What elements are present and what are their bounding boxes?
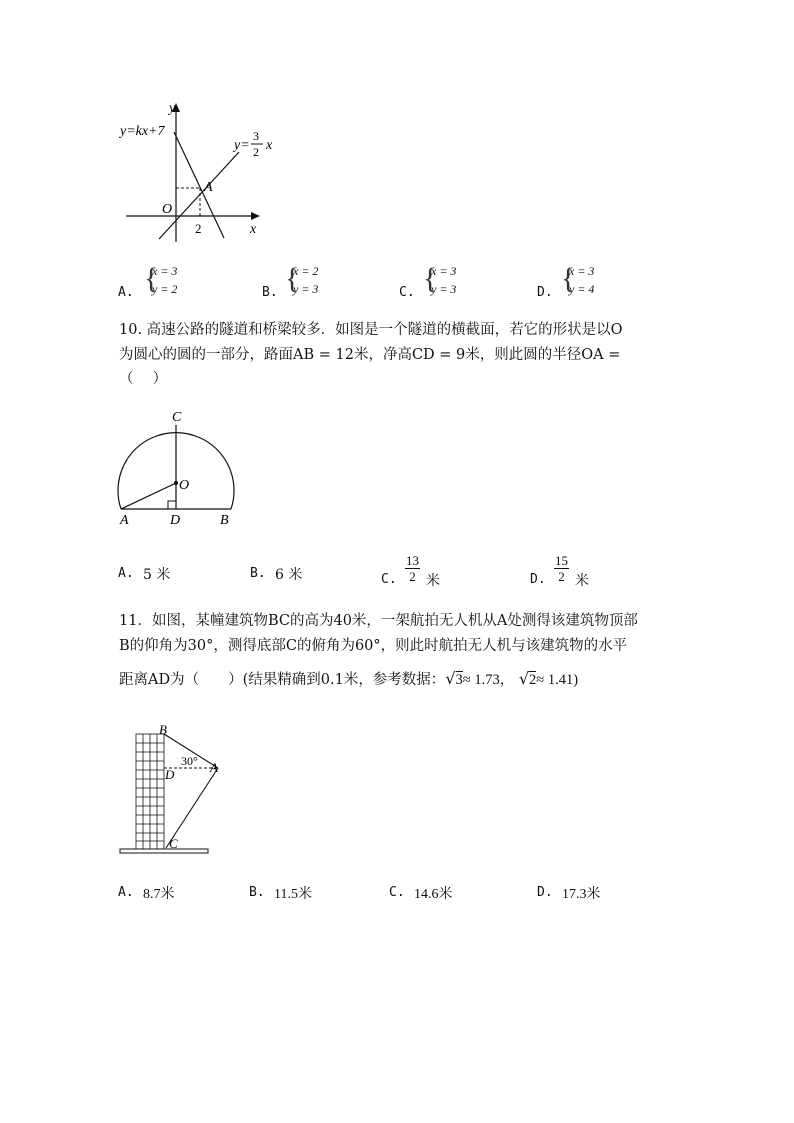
q10-option-d-num: 15 xyxy=(555,553,568,568)
center-dot xyxy=(174,481,178,485)
q9-option-c-letter: C. xyxy=(399,285,415,300)
q9-option-b-eq2: y = 3 xyxy=(293,282,319,296)
q10-tunnel-figure xyxy=(112,405,247,530)
q9-option-b-letter: B. xyxy=(262,285,278,300)
sqrt3-approx: ≈ 1.73， xyxy=(462,672,515,688)
q10-option-c-unit: 米 xyxy=(426,573,440,589)
q11-option-c-letter: C. xyxy=(389,885,405,900)
q10-option-a-value: 5 米 xyxy=(143,567,171,583)
q10-option-b-value: 6 米 xyxy=(275,567,303,583)
label-b: B xyxy=(159,722,167,737)
tick-2-label: 2 xyxy=(195,221,202,236)
q11-option-c-value: 14.6米 xyxy=(414,887,453,902)
label-o: O xyxy=(179,478,190,493)
q10-text-line1: 10. 高速公路的隧道和桥梁较多．如图是一个隧道的横截面，若它的形状是以O xyxy=(119,322,623,338)
q9-option-d-eq1: x = 3 xyxy=(569,264,595,278)
q11-option-b-value: 11.5米 xyxy=(274,887,312,902)
q11-option-a-value: 8.7米 xyxy=(143,887,175,902)
label-b: B xyxy=(220,513,229,528)
origin-label: O xyxy=(162,202,173,217)
q9-option-c-eq1: x = 3 xyxy=(431,264,457,278)
q10-option-c-num: 13 xyxy=(406,553,419,568)
line1-label: y=kx+7 xyxy=(120,124,165,139)
q11-line3-main: 距离AD为（ ）(结果精确到0.1米，参考数据： xyxy=(119,672,446,688)
sqrt3-radicand: 3 xyxy=(455,672,463,688)
q10-option-c-fraction xyxy=(405,554,420,584)
sqrt2-radicand: 2 xyxy=(529,672,537,688)
label-d: D xyxy=(165,767,175,782)
q9-option-d-eq2: y = 4 xyxy=(569,282,595,296)
right-angle-mark xyxy=(168,501,176,509)
q11-text-line3 xyxy=(119,667,578,692)
angle-label: 30° xyxy=(181,754,198,768)
q9-option-a-eq1: x = 3 xyxy=(152,264,178,278)
line2-den: 2 xyxy=(253,145,259,159)
q10-option-d-den: 2 xyxy=(558,569,565,584)
q9-option-a-system: { x = 3 y = 2 xyxy=(144,262,178,296)
ground xyxy=(120,849,208,853)
q10-option-c-den: 2 xyxy=(409,569,416,584)
line2-var: x xyxy=(266,138,273,153)
line2-prefix: y= xyxy=(234,138,250,153)
q10-option-b-letter: B. xyxy=(250,566,266,581)
label-d: D xyxy=(170,513,181,528)
q9-option-a-letter: A. xyxy=(118,285,134,300)
line2-num: 3 xyxy=(253,129,259,143)
label-c: C xyxy=(172,410,182,425)
q11-option-b-letter: B. xyxy=(249,885,265,900)
q9-option-b-eq1: x = 2 xyxy=(293,264,319,278)
q10-option-c-letter: C. xyxy=(381,572,397,587)
q9-option-d-letter: D. xyxy=(537,285,553,300)
label-c: C xyxy=(169,836,178,851)
q11-text-line2: B的仰角为30°，测得底部C的俯角为60°，则此时航拍无人机与该建筑物的水平 xyxy=(119,638,628,654)
q11-option-d-letter: D. xyxy=(537,885,553,900)
q10-text-line2: 为圆心的圆的一部分，路面AB = 12米，净高CD = 9米，则此圆的半径OA = xyxy=(119,347,621,363)
q9-option-c-system: { x = 3 y = 3 xyxy=(423,262,457,296)
q10-text-line3: （ ） xyxy=(119,371,168,387)
q9-graph xyxy=(112,96,282,246)
x-axis-arrow xyxy=(251,212,260,220)
x-axis-label: x xyxy=(250,222,257,237)
sqrt2-approx: ≈ 1.41) xyxy=(536,672,579,688)
building xyxy=(136,734,164,849)
y-axis-label: y xyxy=(169,101,176,116)
q10-option-d-fraction xyxy=(554,554,569,584)
q11-option-d-value: 17.3米 xyxy=(562,887,601,902)
label-a: A xyxy=(120,513,129,528)
q10-option-d-unit: 米 xyxy=(575,573,589,589)
q10-option-a-letter: A. xyxy=(118,566,134,581)
q10-option-d-letter: D. xyxy=(530,572,546,587)
point-a-label: A xyxy=(204,180,213,195)
q9-option-b-system: { x = 2 y = 3 xyxy=(285,262,319,296)
sqrt2-symbol: √ xyxy=(518,669,530,688)
q9-option-c-eq2: y = 3 xyxy=(431,282,457,296)
q11-building-figure xyxy=(112,722,217,862)
label-a: A xyxy=(210,760,218,775)
q11-option-a-letter: A. xyxy=(118,885,134,900)
q9-option-d-system: { x = 3 y = 4 xyxy=(561,262,595,296)
sqrt3-symbol: √ xyxy=(445,669,456,688)
q9-option-a-eq2: y = 2 xyxy=(152,282,178,296)
q11-text-line1: 11．如图，某幢建筑物BC的高为40米，一架航拍无人机从A处测得该建筑物顶部 xyxy=(119,613,638,629)
